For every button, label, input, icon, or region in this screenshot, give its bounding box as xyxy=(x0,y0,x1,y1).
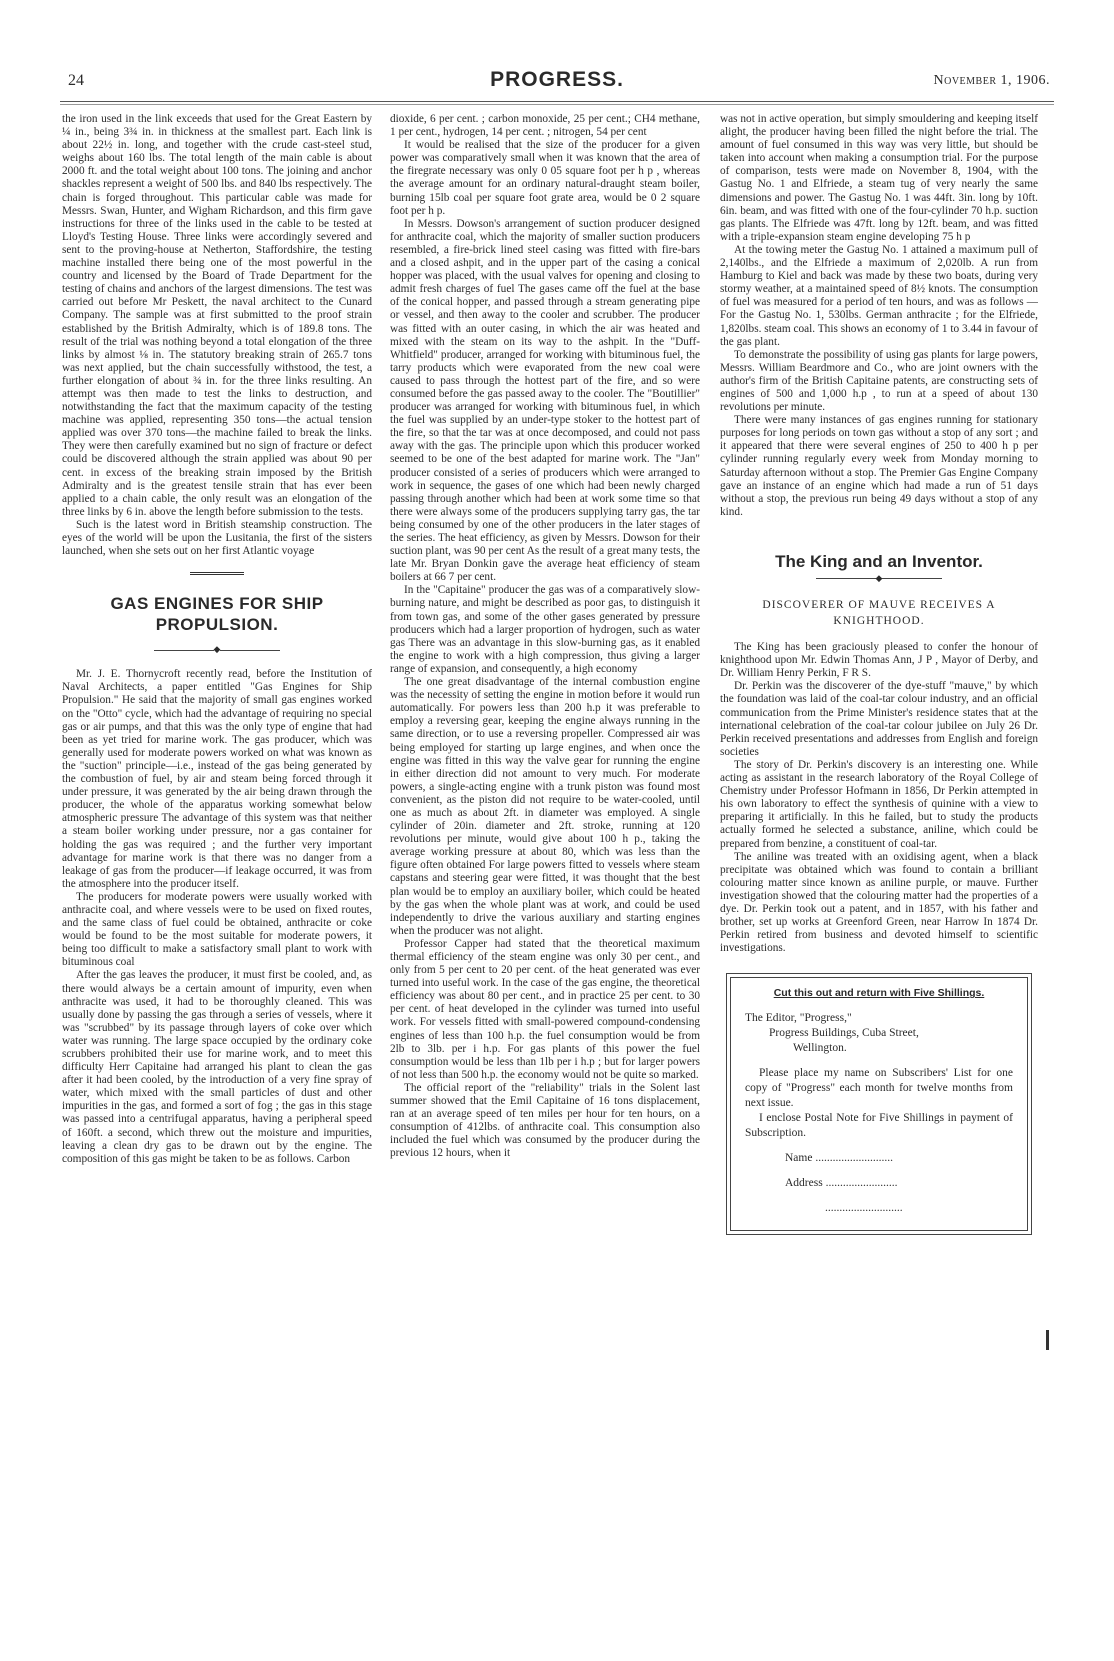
coupon-request-text: Please place my name on Subscribers' List for one copy of "Progress" each month for twelve months from next issue. xyxy=(745,1067,1013,1110)
header-rule xyxy=(60,101,1054,105)
column-2 xyxy=(390,113,700,1618)
margin-mark xyxy=(1046,1330,1049,1350)
paragraph: After the gas leaves the producer, it must first be cooled, and, as there would always be a certain amount of impurity, even when anthracite was used, it had to be thoroughly cleaned. This was usually done by passing the gas through a series of vessels, where it was "scrubbed" by its passage through layers of coke over which water was running. The large space occupied by the ordinary coke scrubbers prohibited their use for marine work, and to meet this difficulty Herr Capitaine had arranged his plant to clean the gas after it had been cooled, by the introduction of a very fine spray of water, which mixed with the small particles of dust and other impurities in the gas, and formed a sort of fog ; the gas in this stage was passed into a centrifugal apparatus, having a peripheral speed of 160ft. a second, which threw out the moisture and impurities, leaving a clean dry gas to be drawn out by the engine. The composition of this gas might be taken to be as follows. Carbon xyxy=(62,969,372,1165)
page-number: 24 xyxy=(68,72,84,89)
address-field[interactable]: Address ......................... xyxy=(785,1177,898,1190)
paragraph: In the "Capitaine" producer the gas was of a comparatively slow-burning nature, and might be described as poor gas, to distinguish it from town gas, and some of the other gases generated by pressure producers which had a larger proportion of hydrogen, such as water gas There was an advantage in this slow-burning gas, as it enabled the engine to work with a high compression, thus giving a larger range of expansion, and consequently, a high economy xyxy=(390,584,700,675)
subscription-coupon[interactable] xyxy=(726,973,1032,1235)
paragraph: Dr. Perkin was the discoverer of the dye-stuff "mauve," by which the foundation was laid of the coal-tar colour industry, and an official communication from the Prime Minister's residence states that at the international celebration of the coal-tar colour jubilee on July 26 Dr. Perkin received presentations and addresses from English and foreign societies xyxy=(720,680,1038,758)
column-3 xyxy=(720,113,1038,1618)
page-header xyxy=(60,64,1054,98)
paragraph: The King has been graciously pleased to confer the honour of knighthood upon Mr. Edwin Thomas Ann, J P , Mayor of Derby, and Dr. William Henry Perkin, F R S. xyxy=(720,641,1038,680)
issue-date: November 1, 1906. xyxy=(933,73,1050,88)
paragraph: To demonstrate the possibility of using gas plants for large powers, Messrs. William Beardmore and Co., who are joint owners with the author's firm of the British Capitaine patents, are constructing sets of engines of 500 and 1,000 h.p , to run at a speed of about 130 revolutions per minute. xyxy=(720,348,1038,414)
paragraph: The one great disadvantage of the internal combustion engine was the necessity of setting the engine in motion before it would run automatically. For powers less than 200 h.p it was preferable to employ a reversing gear, keeping the engine always running in the same direction, or to use a reversing propeller. Compressed air was being employed for starting up large engines, and when once the engine was fitted in this way the valve gear for running the engine in either direction did not amount to very much. For moderate powers, a single-acting engine with a trunk piston was found most convenient, as the piston did not require to be water-cooled, until one as much as about 2ft. in diameter was employed. A single cylinder of 20in. diameter and 2ft. stroke, running at 120 revolutions per minute, would give about 100 h p., taking the average working pressure at about 80, which was less than the figure often obtained For large powers fitted to vessels where steam capstans and steering gear were fitted, it was thought that the best plan would be to employ an auxiliary boiler, which could be heated by the gas when the whole plant was at work, and could be used independently to drive the various auxiliary and starting engines when the producer was not alight. xyxy=(390,676,700,937)
name-field[interactable]: Name ........................... xyxy=(785,1152,893,1165)
ornament-divider: ◆ xyxy=(720,572,1038,585)
article-subheading: DISCOVERER OF MAUVE RECEIVES A KNIGHTHOOD. xyxy=(762,599,996,628)
paragraph: The aniline was treated with an oxidising agent, when a black precipitate was obtained which was found to contain a brilliant colouring matter since known as aniline purple, or mauve. Further investigation showed that the colouring matter had the properties of a dye. Dr. Perkin took out a patent, and in 1857, with his father and brother, set up works at Greenford Green, near Harrow In 1874 Dr. Perkin retired from business and devoted himself to scientific investigations. xyxy=(720,850,1038,955)
paragraph: The story of Dr. Perkin's discovery is an interesting one. While acting as assistant in the research laboratory of the Royal College of Chemistry under Professor Hofmann in 1856, Dr Perkin attempted in his own laboratory to effect the synthesis of quinine with a view to preparing it artificially. In this he failed, but to study the products actually formed he selected a substance, aniline, which could be prepared from benzine, a constituent of coal-tar. xyxy=(720,758,1038,850)
coupon-payment-text: I enclose Postal Note for Five Shillings in payment of Subscription. xyxy=(745,1112,1013,1140)
paragraph: Such is the latest word in British steamship construction. The eyes of the world will be upon the Lusitania, the first of the sisters launched, when she sets out on her first Atlantic voyage xyxy=(62,518,372,558)
address-field-line-2[interactable]: ........................... xyxy=(825,1202,903,1215)
paragraph: Mr. J. E. Thornycroft recently read, before the Institution of Naval Architects, a paper entitled "Gas Engines for Ship Propulsion." He said that the majority of small gas engines worked on the "Otto" cycle, which had the advantage of requiring no special gas or air pumps, and that this was the only type of engine that had been as yet tried for marine work. The gas producer, which was generally used for moderate powers worked on what was known as the "suction" principle—i.e., instead of the gas being generated by the combustion of fuel, by air and steam being forced through it under pressure, it was generated by the air being drawn through the producer, the whole of the apparatus working somewhat below atmospheric pressure The advantage of this system was that neither a steam boiler working under pressure, nor a gas container for holding the gas was required ; and the further very important advantage for marine work is that there was no danger from a leakage of gas from the producer—if leakage occurred, it was from the atmosphere into the producer itself. xyxy=(62,668,372,890)
ornament-divider: ◆ xyxy=(62,643,372,656)
paragraph: The official report of the "reliability" trials in the Solent last summer showed that the Emil Capitaine of 16 tons displacement, ran at an average speed of ten miles per hour for ten hours, on a consumption of 412lbs. of anthracite coal. This consumption also included the fuel which was consumed by the producer during the previous 12 hours, when it xyxy=(390,1081,700,1160)
article-title-king-inventor: The King and an Inventor. xyxy=(775,551,983,571)
paragraph: was not in active operation, but simply smouldering and keeping itself alight, the producer having been filled the night before the trial. The amount of fuel consumed in this way was very little, but should be taken into account when making a consumption trial. For the purpose of comparison, tests were made on November 8, 1904, with the Gastug No. 1 and Elfriede, a steam tug of very nearly the same dimensions and power. The Gastug No. 1 was 44ft. 3in. long by 10ft. 6in. beam, and was fitted with one of the four-cylinder 70 h.p. suction gas plants. The Elfriede was 47ft. long by 12ft. beam, and was fitted with a triple-expansion steam engine developing 75 h p xyxy=(720,113,1038,243)
paragraph: The producers for moderate powers were usually worked with anthracite coal, and where vessels were to be used on fixed routes, and the same class of fuel could be obtained, anthracite or coke would be found to be the most suitable for moderate powers, it being too difficult to make a satisfactory small plant to work with bituminous coal xyxy=(62,890,372,969)
coupon-address-line: Wellington. xyxy=(793,1042,847,1055)
paragraph: dioxide, 6 per cent. ; carbon monoxide, 25 per cent.; CH4 methane, 1 per cent., hydrogen, 14 per cent. ; nitrogen, 54 per cent xyxy=(390,113,700,139)
coupon-body xyxy=(730,977,1028,1231)
coupon-title: Cut this out and return with Five Shillings. xyxy=(773,987,985,1000)
column-1 xyxy=(62,113,372,1618)
paragraph: There were many instances of gas engines running for stationary purposes for long periods on town gas without a stop of any sort ; and it appeared that there were several engines of 250 to 400 h p per cylinder running regularly every week from Monday morning to Saturday afternoon without a stop. The Premier Gas Engine Company gave an instance of an engine which had made a run of 51 days without a stop, the previous run being 49 days without a stop of any kind. xyxy=(720,414,1038,518)
coupon-address-line: Progress Buildings, Cuba Street, xyxy=(769,1027,919,1040)
coupon-address-line: The Editor, "Progress," xyxy=(745,1012,852,1025)
paragraph: In Messrs. Dowson's arrangement of suction producer designed for anthracite coal, which the majority of smaller suction producers resembled, a fire-brick lined steel casing was fitted with fire-bars and a closed ashpit, and in the upper part of the casing a conical hopper was placed, with the usual valves for opening and closing to admit fresh charges of fuel The gases came off the fuel at the base of the conical hopper, and passed through a stream generating pipe or vessel, and then away to the cooler and scrubber. The producer was fitted with an outer casing, in which the air was heated and mixed with the steam on its way to the ashpit. In the "Duff-Whitfield" producer, arranged for working with bituminous fuel, the tarry products which were evaporated from the new coal were caused to pass through the hottest part of the fire, and so were consumed before the gas passed away to the cooler. The "Boutillier" producer was arranged for working with bituminous fuel, in which the fuel was supplied by an under-type stoker to the hottest part of the fire, so that the tar was at once decomposed, and could not pass away with the gas. The principle upon which this producer worked seemed to be one of the best adapted for marine work. The "Jan" producer consisted of a series of producers which were arranged to work in sequence, the gases of one which had been newly charged passing through another which had been at work some time so that there were always some of the producers supplying tarry gas, the tar being consumed by one of the other producers in the later stages of the series. The heat efficiency, as given by Messrs. Dowson for their suction plant, was 90 per cent As the result of a great many tests, the late Mr. Bryan Donkin gave the average heat efficiency of steam boilers at 66 7 per cent. xyxy=(390,217,700,584)
paragraph: Professor Capper had stated that the theoretical maximum thermal efficiency of the steam engine was only 30 per cent., and only from 5 per cent to 20 per cent. of the heat generated was ever turned into useful work. In the case of the gas engine, the theoretical efficiency was about 80 per cent., and in practice 25 per cent. to 30 per cent. of heat developed in the cylinder was turned into useful work. For vessels fitted with small-powered compound-condensing engines of less than 100 h.p. the fuel consumption would be from 2lb to 3lb. per i h.p. For gas plants of this power the fuel consumption would be less than 1lb per i h.p ; but for larger powers of not less than 500 h.p. the economy would not be quite so marked. xyxy=(390,937,700,1081)
masthead-title: PROGRESS. xyxy=(490,68,624,91)
paragraph: the iron used in the link exceeds that used for the Great Eastern by ¼ in., being 3¾ in. in thickness at the smallest part. Each link is about 22½ in. long, and together with the crude cast-steel stud, weighs about 160 lbs. The total length of the main cable is about 2000 ft. and the total weight about 100 tons. The joining and anchor shackles represent a weight of 500 lbs. and 840 lbs respectively. The chain is forged throughout. This particular cable was made for Messrs. Swan, Hunter, and Wigham Richardson, and this firm gave instructions for three of the links used in the cable to be tested at Lloyd's Testing House. Three links were accordingly severed and sent to the proving-house at Netherton, Staffordshire, the testing machine installed there being one of the most powerful in the country and licensed by the Board of Trade Department for the testing of chains and anchors of the largest dimensions. The test was carried out before Mr Peskett, the naval architect to the Cunard Company. The sample was at first submitted to the proof strain established by the British Admiralty, which is of 189.8 tons. The result of the trial was nothing beyond a total elongation of the three links by almost ⅛ in. The statutory breaking strain of 265.7 tons was next applied, but the chain successfully withstood, the test, a further elongation of about ¾ in. for the three links resulting. An attempt was then made to test the links to destruction, and notwithstanding the fact that the maximum capacity of the testing machine was applied, representing 350 tons—the actual tension applied was over 370 tons—the machine failed to break the links. They were then carefully examined but no sign of fracture or defect could be discovered although the strain applied was about 90 per cent. in excess of the breaking strain imposed by the British Admiralty and is the greatest tensile strain that has ever been applied to a chain cable, the only result was an elongation of the three links by 6 in. above the length before submission to the tests. xyxy=(62,113,372,518)
paragraph: At the towing meter the Gastug No. 1 attained a maximum pull of 2,140lbs., and the Elfriede a maximum of 2,020lb. A run from Hamburg to Kiel and back was made by these two boats, during very stormy weather, at a maintained speed of 8½ knots. The consumption of fuel was measured for a period of ten hours, and was as follows —For the Gastug No. 1, 530lbs. German anthracite ; for the Elfriede, 1,820lbs. steam coal. This shows an economy of 1 to 3.44 in favour of the gas plant. xyxy=(720,243,1038,348)
paragraph: It would be realised that the size of the producer for a given power was comparatively small when it was known that the area of the firegrate necessary was only 0 05 square foot per h p , whereas the average amount for an ordinary natural-draught steam boiler, burning 15lb coal per square foot grate area, would be 0 2 square foot per h p. xyxy=(390,139,700,217)
section-divider xyxy=(190,572,244,577)
article-title-gas-engines: GAS ENGINES FOR SHIP PROPULSION. xyxy=(110,594,324,635)
